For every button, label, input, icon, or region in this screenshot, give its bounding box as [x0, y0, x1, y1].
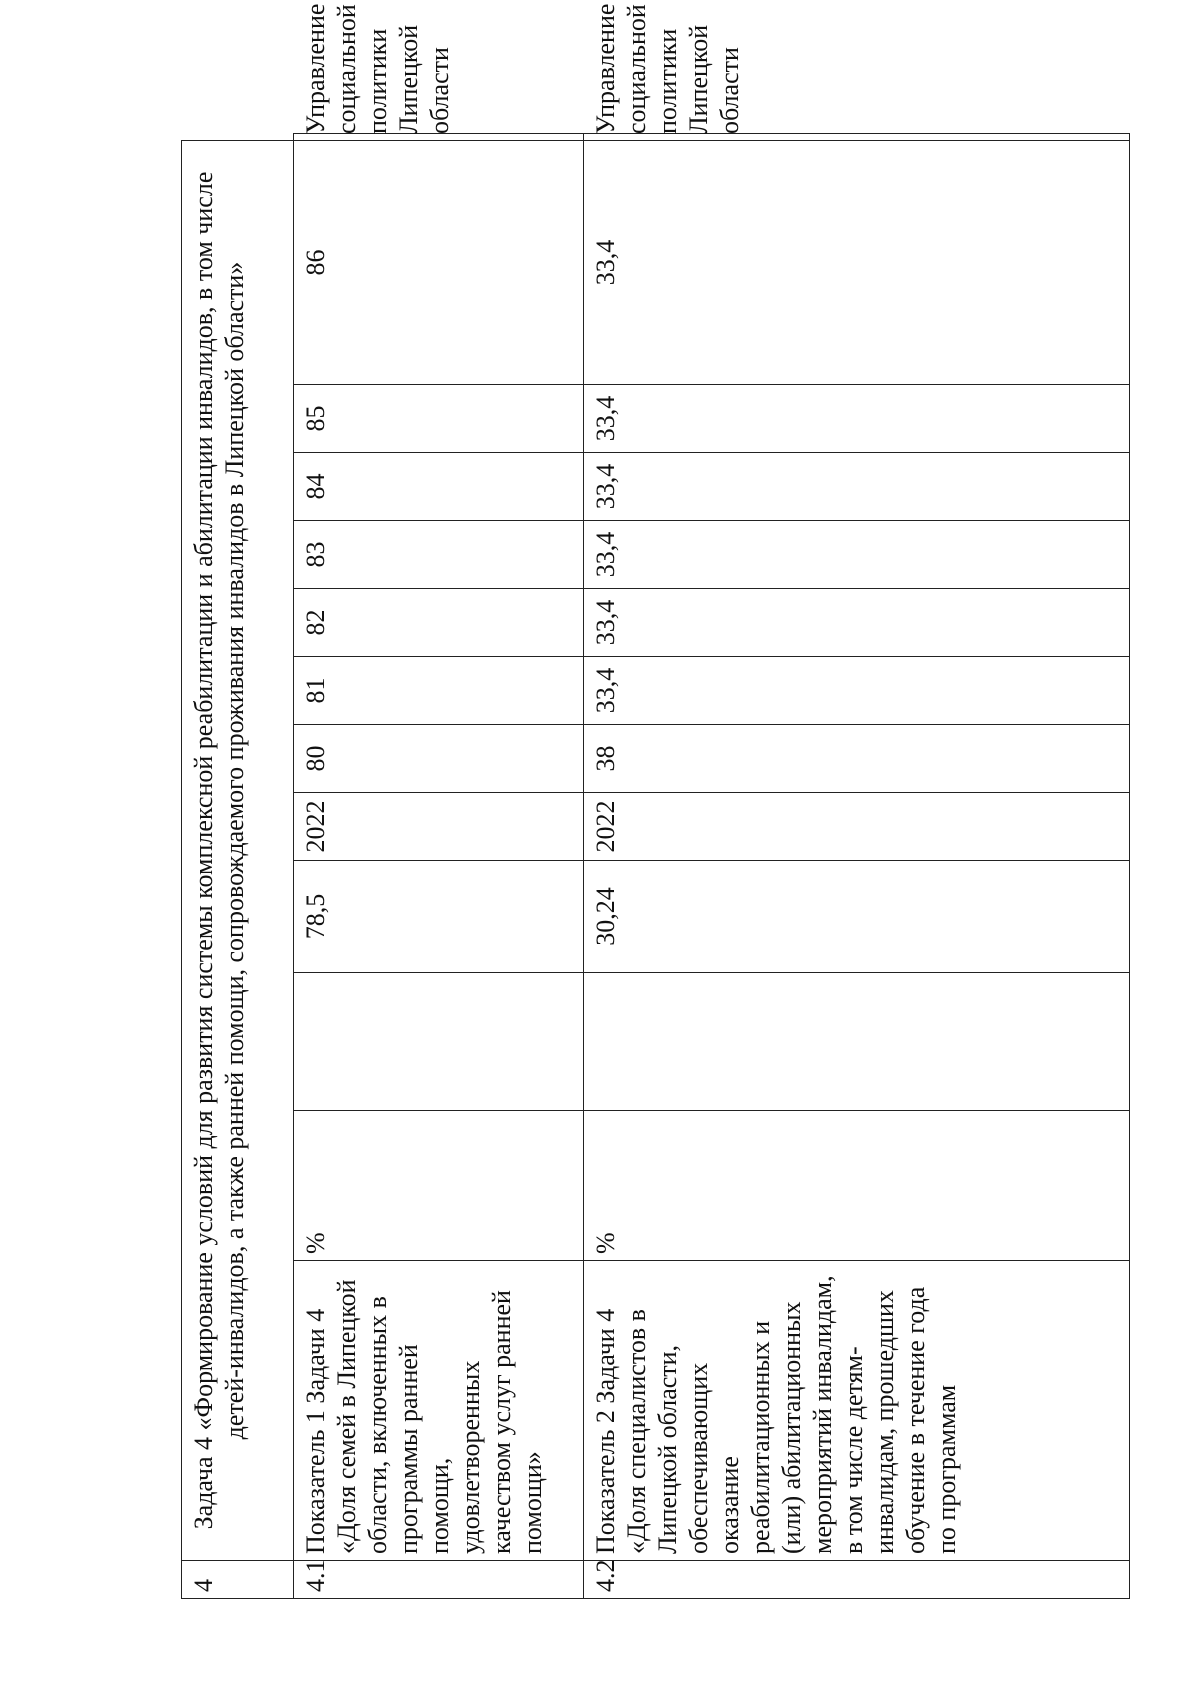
value-cell: 81: [294, 657, 584, 725]
base-year-cell: 2022: [294, 793, 584, 861]
task-title: Задача 4 «Формирование условий для развития системы комплексной реабилитации и абилитации инвалидов, в том числе детей-инвалидов, а также ранней помощи, сопровождаемого проживания инвалидов в Липецкой области»: [182, 141, 294, 1561]
value-cell: 82: [294, 589, 584, 657]
rotated-table-wrapper: [181, 3, 1129, 1599]
value-cell: 38: [584, 725, 1130, 793]
base-year-cell: 2022: [584, 793, 1130, 861]
base-value-cell: 30,24: [584, 861, 1130, 973]
empty-cell: [294, 973, 584, 1111]
base-value-cell: 78,5: [294, 861, 584, 973]
unit-cell: %: [294, 1111, 584, 1261]
task-row: [182, 134, 294, 1599]
value-cell: 33,4: [584, 141, 1130, 385]
empty-cell: [584, 973, 1130, 1111]
value-cell: 80: [294, 725, 584, 793]
row-number: 4.2: [584, 1561, 1130, 1599]
value-cell: 33,4: [584, 521, 1130, 589]
table-row: [294, 134, 584, 1599]
indicator-cell: Показатель 2 Задачи 4 «Доля специалистов в Липецкой области, обеспечивающих оказание реабилитационных и (или) абилитационных мероприятий инвалидам, в том числе детям-инвалидам, прошедших обучение в течение года по программам: [584, 1261, 1130, 1561]
row-number: 4.1: [294, 1561, 584, 1599]
task-number: 4: [182, 1561, 294, 1599]
value-cell: 33,4: [584, 453, 1130, 521]
value-cell: 84: [294, 453, 584, 521]
indicator-cell: Показатель 1 Задачи 4 «Доля семей в Липецкой области, включенных в программы ранней помощи, удовлетворенных качеством услуг ранней помощи»: [294, 1261, 584, 1561]
value-cell: 83: [294, 521, 584, 589]
responsible-cell: Управление социальной политики Липецкой области: [584, 134, 1130, 141]
value-cell: 85: [294, 385, 584, 453]
indicators-table: [181, 3, 1130, 1599]
unit-cell: %: [584, 1111, 1130, 1261]
table-row: [584, 134, 1130, 1599]
value-cell: 33,4: [584, 385, 1130, 453]
value-cell: 33,4: [584, 657, 1130, 725]
value-cell: 33,4: [584, 589, 1130, 657]
responsible-cell: Управление социальной политики Липецкой области: [294, 134, 584, 141]
value-cell: 86: [294, 141, 584, 385]
